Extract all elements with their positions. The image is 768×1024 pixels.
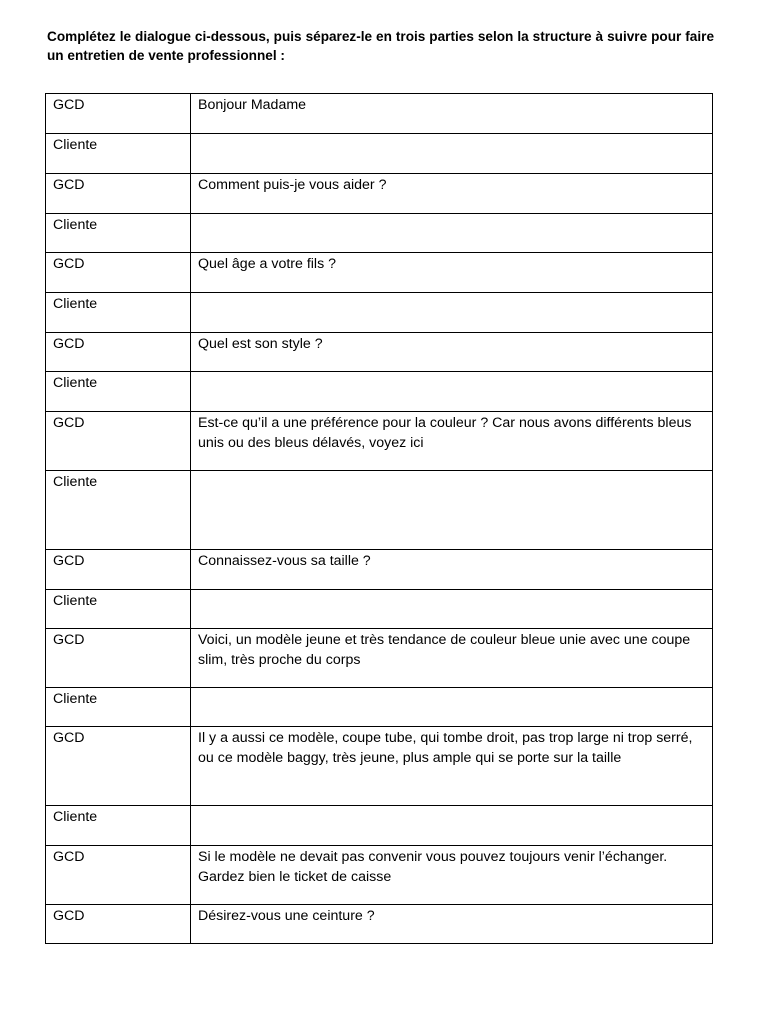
- table-row: [46, 412, 713, 471]
- table-row: [46, 590, 713, 629]
- speaker-cell: Cliente: [46, 471, 191, 550]
- speaker-cell: GCD: [46, 727, 191, 806]
- speaker-cell: GCD: [46, 629, 191, 688]
- speaker-cell: GCD: [46, 94, 191, 134]
- dialogue-line-cell: Est-ce qu’il a une préférence pour la couleur ? Car nous avons différents bleus unis ou des bleus délavés, voyez ici: [191, 412, 713, 471]
- table-row: [46, 727, 713, 806]
- speaker-cell: GCD: [46, 174, 191, 214]
- instructions-heading: Complétez le dialogue ci-dessous, puis séparez-le en trois parties selon la structure à suivre pour faire un entretien de vente professionnel :: [47, 29, 714, 63]
- table-row: [46, 905, 713, 944]
- dialogue-line-cell: Comment puis-je vous aider ?: [191, 174, 713, 214]
- table-row: [46, 372, 713, 412]
- table-row: [46, 253, 713, 293]
- table-row: [46, 134, 713, 174]
- speaker-cell: Cliente: [46, 688, 191, 727]
- table-row: [46, 806, 713, 846]
- table-row: [46, 333, 713, 372]
- table-row: [46, 214, 713, 253]
- response-cell[interactable]: [191, 806, 713, 846]
- table-row: [46, 688, 713, 727]
- response-cell[interactable]: [191, 471, 713, 550]
- dialogue-line-cell: Il y a aussi ce modèle, coupe tube, qui tombe droit, pas trop large ni trop serré, ou ce modèle baggy, très jeune, plus ample qui se porte sur la taille: [191, 727, 713, 806]
- speaker-cell: Cliente: [46, 293, 191, 333]
- speaker-cell: Cliente: [46, 806, 191, 846]
- table-row: [46, 550, 713, 590]
- response-cell[interactable]: [191, 688, 713, 727]
- dialogue-table-body: [46, 94, 713, 944]
- response-cell[interactable]: [191, 134, 713, 174]
- speaker-cell: Cliente: [46, 590, 191, 629]
- response-cell[interactable]: [191, 293, 713, 333]
- dialogue-line-cell: Bonjour Madame: [191, 94, 713, 134]
- speaker-cell: GCD: [46, 253, 191, 293]
- speaker-cell: Cliente: [46, 372, 191, 412]
- table-row: [46, 94, 713, 134]
- dialogue-line-cell: Voici, un modèle jeune et très tendance de couleur bleue unie avec une coupe slim, très proche du corps: [191, 629, 713, 688]
- speaker-cell: GCD: [46, 550, 191, 590]
- table-row: [46, 846, 713, 905]
- table-row: [46, 293, 713, 333]
- response-cell[interactable]: [191, 590, 713, 629]
- table-row: [46, 471, 713, 550]
- response-cell[interactable]: [191, 372, 713, 412]
- dialogue-line-cell: Si le modèle ne devait pas convenir vous pouvez toujours venir l’échanger. Gardez bien le ticket de caisse: [191, 846, 713, 905]
- dialogue-table: [45, 93, 713, 944]
- dialogue-line-cell: Désirez-vous une ceinture ?: [191, 905, 713, 944]
- speaker-cell: GCD: [46, 412, 191, 471]
- speaker-cell: GCD: [46, 905, 191, 944]
- speaker-cell: GCD: [46, 333, 191, 372]
- speaker-cell: GCD: [46, 846, 191, 905]
- speaker-cell: Cliente: [46, 134, 191, 174]
- speaker-cell: Cliente: [46, 214, 191, 253]
- table-row: [46, 174, 713, 214]
- dialogue-line-cell: Quel est son style ?: [191, 333, 713, 372]
- table-row: [46, 629, 713, 688]
- dialogue-line-cell: Quel âge a votre fils ?: [191, 253, 713, 293]
- dialogue-line-cell: Connaissez-vous sa taille ?: [191, 550, 713, 590]
- response-cell[interactable]: [191, 214, 713, 253]
